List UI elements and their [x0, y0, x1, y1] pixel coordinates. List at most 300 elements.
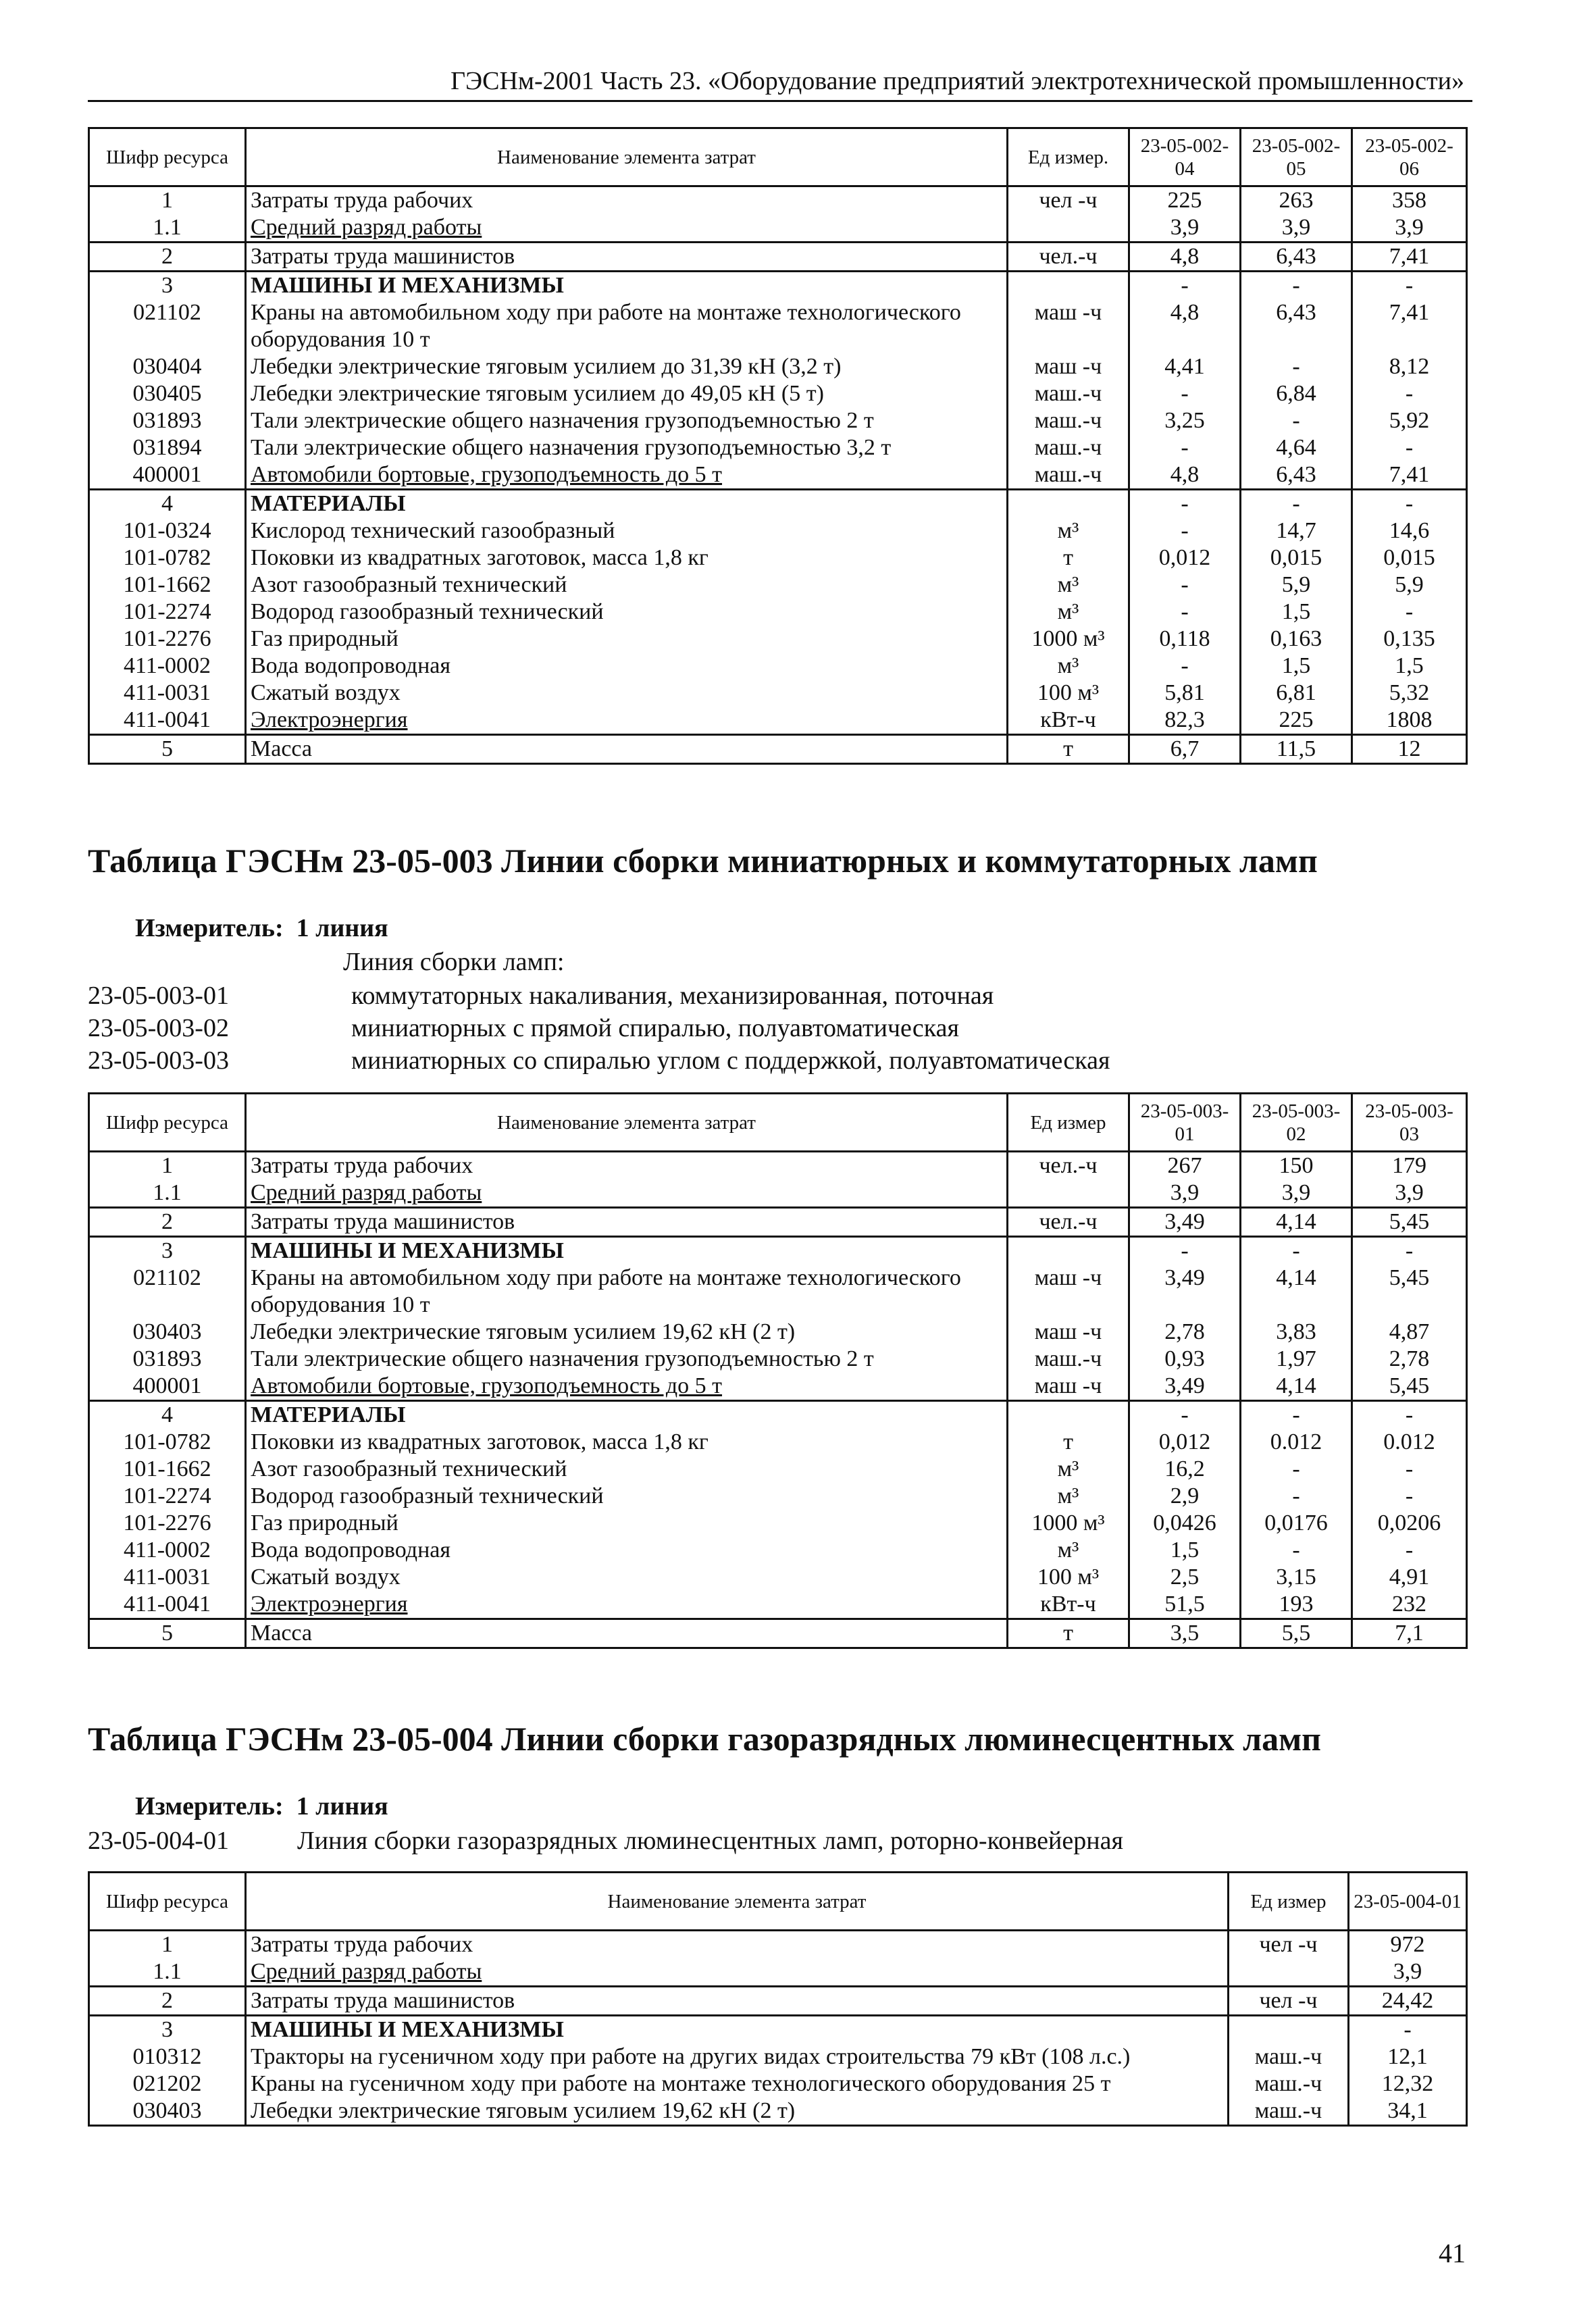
value-cell: 150	[1241, 1152, 1352, 1180]
value-cell: 3,9	[1241, 214, 1352, 243]
value-cell: -	[1352, 490, 1467, 518]
table-row	[89, 272, 1467, 300]
table-row	[89, 517, 1467, 544]
table-row	[89, 1619, 1467, 1648]
cost-element-name-cell	[246, 1237, 1008, 1265]
cost-element-name-cell	[246, 680, 1008, 707]
table-row	[89, 353, 1467, 380]
value-cell: -	[1352, 1483, 1467, 1510]
value-cell: 5,45	[1352, 1373, 1467, 1401]
cost-element-name-cell	[246, 186, 1008, 215]
col-header-variant: 23-05-002-06	[1352, 128, 1467, 186]
value-cell: 0,0206	[1352, 1510, 1467, 1537]
value-cell: 34,1	[1349, 2098, 1467, 2126]
value-cell: 193	[1241, 1591, 1352, 1619]
resource-code-cell: 2	[89, 1987, 246, 2016]
value-cell: -	[1349, 2016, 1467, 2044]
value-cell: 2,5	[1129, 1564, 1241, 1591]
value-cell: 6,84	[1241, 380, 1352, 407]
unit-cell: маш -ч	[1008, 1265, 1129, 1319]
resource-code-cell: 031894	[89, 434, 246, 461]
variant-line	[88, 1013, 959, 1043]
resource-code-cell: 411-0041	[89, 1591, 246, 1619]
table-row	[89, 490, 1467, 518]
cost-element-text: Затраты труда машинистов	[251, 1988, 515, 2013]
value-cell: 6,7	[1129, 735, 1241, 764]
variant-code: 23-05-003-02	[88, 1014, 229, 1042]
unit-cell: м³	[1008, 571, 1129, 599]
value-cell: -	[1241, 1237, 1352, 1265]
resource-code-cell: 021102	[89, 299, 246, 353]
cost-element-text: Средний разряд работы	[251, 215, 482, 240]
value-cell: 24,42	[1349, 1987, 1467, 2016]
cost-element-name-cell	[246, 272, 1008, 300]
resource-code-cell: 030403	[89, 1319, 246, 1346]
table-row	[89, 626, 1467, 653]
value-cell: -	[1129, 490, 1241, 518]
cost-element-name-cell	[246, 1152, 1008, 1180]
table-row	[89, 1958, 1467, 1987]
value-cell: -	[1352, 272, 1467, 300]
resource-code-cell: 030405	[89, 380, 246, 407]
cost-element-text: Вода водопроводная	[251, 1537, 451, 1562]
resource-code-cell: 3	[89, 1237, 246, 1265]
value-cell: 3,9	[1129, 1179, 1241, 1208]
value-cell: -	[1129, 571, 1241, 599]
value-cell: 3,9	[1349, 1958, 1467, 1987]
table-title-23-05-003: Таблица ГЭСНм 23-05-003 Линии сборки миниатюрных и коммутаторных ламп	[88, 842, 1318, 880]
table-row	[89, 2070, 1467, 2098]
cost-element-text: Автомобили бортовые, грузоподъемность до 5 т	[251, 1373, 723, 1398]
col-header-variant: 23-05-003-02	[1241, 1094, 1352, 1152]
value-cell: 225	[1241, 707, 1352, 735]
value-cell: 14,6	[1352, 517, 1467, 544]
resource-code-cell: 030403	[89, 2098, 246, 2126]
col-header-variant: 23-05-002-05	[1241, 128, 1352, 186]
cost-element-name-cell	[246, 1208, 1008, 1237]
unit-cell: маш.-ч	[1229, 2070, 1349, 2098]
unit-cell: т	[1008, 735, 1129, 764]
value-cell: 7,41	[1352, 299, 1467, 353]
cost-element-text: Сжатый воздух	[251, 680, 401, 705]
cost-element-name-cell	[246, 214, 1008, 243]
value-cell: 5,9	[1241, 571, 1352, 599]
cost-element-name-cell	[246, 1483, 1008, 1510]
cost-element-text: Тали электрические общего назначения грузоподъемностью 3,2 т	[251, 435, 892, 460]
norm-table-23-05-002	[88, 127, 1468, 765]
table-row	[89, 1987, 1467, 2016]
unit-cell	[1008, 272, 1129, 300]
unit-cell	[1229, 1958, 1349, 1987]
value-cell: 4,41	[1129, 353, 1241, 380]
value-cell: 5,92	[1352, 407, 1467, 434]
table-row	[89, 571, 1467, 599]
col-header-variant: 23-05-002-04	[1129, 128, 1241, 186]
table-row	[89, 380, 1467, 407]
cost-element-text: Затраты труда машинистов	[251, 1209, 515, 1234]
value-cell: 3,49	[1129, 1265, 1241, 1319]
resource-code-cell: 031893	[89, 1346, 246, 1373]
value-cell: 2,78	[1129, 1319, 1241, 1346]
resource-code-cell: 3	[89, 2016, 246, 2044]
table-row	[89, 544, 1467, 571]
variant-group-label: Линия сборки ламп:	[343, 948, 565, 976]
cost-element-name-cell	[246, 626, 1008, 653]
unit-cell: т	[1008, 1429, 1129, 1456]
resource-code-cell: 2	[89, 243, 246, 272]
value-cell: 0,93	[1129, 1346, 1241, 1373]
value-cell: 972	[1349, 1931, 1467, 1959]
resource-code-cell: 400001	[89, 1373, 246, 1401]
variant-text: коммутаторных накаливания, механизированная, поточная	[351, 982, 994, 1010]
resource-code-cell: 101-2274	[89, 1483, 246, 1510]
cost-element-name-cell	[246, 1401, 1008, 1429]
value-cell: -	[1241, 1456, 1352, 1483]
unit-cell	[1008, 1401, 1129, 1429]
value-cell: 14,7	[1241, 517, 1352, 544]
measure-value: 1 линия	[296, 914, 388, 942]
cost-element-text: Лебедки электрические тяговым усилием до 31,39 кН (3,2 т)	[251, 354, 842, 379]
value-cell: 3,25	[1129, 407, 1241, 434]
resource-code-cell: 010312	[89, 2043, 246, 2070]
cost-element-text: Лебедки электрические тяговым усилием 19,62 кН (2 т)	[251, 2098, 796, 2123]
resource-code-cell: 1.1	[89, 1958, 246, 1987]
value-cell: 0,012	[1129, 1429, 1241, 1456]
value-cell: 0,118	[1129, 626, 1241, 653]
value-cell: -	[1129, 517, 1241, 544]
resource-code-cell: 101-0782	[89, 544, 246, 571]
cost-element-text: Краны на автомобильном ходу при работе на монтаже технологического оборудования 10 т	[251, 300, 961, 352]
resource-code-cell: 1	[89, 1931, 246, 1959]
table-row	[89, 1564, 1467, 1591]
value-cell: 4,91	[1352, 1564, 1467, 1591]
resource-code-cell: 101-2276	[89, 626, 246, 653]
table-row	[89, 1537, 1467, 1564]
col-header-variant: 23-05-003-03	[1352, 1094, 1467, 1152]
resource-code-cell: 3	[89, 272, 246, 300]
unit-cell: маш.-ч	[1229, 2043, 1349, 2070]
value-cell: -	[1241, 407, 1352, 434]
unit-cell: 100 м³	[1008, 1564, 1129, 1591]
value-cell: 0.012	[1241, 1429, 1352, 1456]
measure-label: Измеритель:	[135, 914, 284, 942]
cost-element-text: Водород газообразный технический	[251, 1483, 604, 1508]
table-row	[89, 407, 1467, 434]
value-cell: 0,135	[1352, 626, 1467, 653]
table-row	[89, 214, 1467, 243]
value-cell: 6,81	[1241, 680, 1352, 707]
cost-element-text: МАШИНЫ И МЕХАНИЗМЫ	[251, 2017, 564, 2042]
value-cell: 7,41	[1352, 243, 1467, 272]
cost-element-name-cell	[246, 490, 1008, 518]
col-header-name: Наименование элемента затрат	[246, 1873, 1229, 1931]
unit-cell: т	[1008, 1619, 1129, 1648]
unit-cell	[1008, 214, 1129, 243]
cost-element-name-cell	[246, 1564, 1008, 1591]
cost-element-text: Газ природный	[251, 1510, 398, 1535]
value-cell: 12	[1352, 735, 1467, 764]
variant-code: 23-05-004-01	[88, 1827, 229, 1855]
value-cell: 7,1	[1352, 1619, 1467, 1648]
unit-cell: маш.-ч	[1008, 1346, 1129, 1373]
cost-element-name-cell	[246, 1265, 1008, 1319]
value-cell: -	[1352, 434, 1467, 461]
value-cell: 1,5	[1241, 653, 1352, 680]
cost-element-text: МАШИНЫ И МЕХАНИЗМЫ	[251, 1238, 564, 1263]
table-row	[89, 2043, 1467, 2070]
cost-element-text: МАШИНЫ И МЕХАНИЗМЫ	[251, 273, 564, 298]
col-header-variant: 23-05-004-01	[1349, 1873, 1467, 1931]
unit-cell	[1229, 2016, 1349, 2044]
value-cell: 1808	[1352, 707, 1467, 735]
col-header-variant: 23-05-003-01	[1129, 1094, 1241, 1152]
cost-element-name-cell	[246, 735, 1008, 764]
col-header-unit: Ед измер	[1229, 1873, 1349, 1931]
cost-element-name-cell	[246, 299, 1008, 353]
resource-code-cell: 2	[89, 1208, 246, 1237]
value-cell: -	[1129, 653, 1241, 680]
table-row	[89, 1591, 1467, 1619]
value-cell: 4,87	[1352, 1319, 1467, 1346]
unit-cell: чел -ч	[1229, 1931, 1349, 1959]
page-number: 41	[1439, 2238, 1466, 2268]
value-cell: 0,015	[1241, 544, 1352, 571]
value-cell: 4,8	[1129, 461, 1241, 490]
value-cell: 263	[1241, 186, 1352, 215]
value-cell: 3,9	[1352, 214, 1467, 243]
unit-cell: маш -ч	[1008, 299, 1129, 353]
variant-line	[88, 1826, 1123, 1856]
unit-cell: чел -ч	[1229, 1987, 1349, 2016]
cost-element-text: Кислород технический газообразный	[251, 518, 615, 543]
table-row	[89, 653, 1467, 680]
col-header-code: Шифр ресурса	[89, 1094, 246, 1152]
table-row	[89, 461, 1467, 490]
cost-element-text: Электроэнергия	[251, 707, 408, 732]
variant-line	[88, 1046, 1110, 1075]
cost-element-text: Затраты труда рабочих	[251, 188, 473, 213]
variant-code: 23-05-003-01	[88, 982, 229, 1010]
variant-text: миниатюрных с прямой спиралью, полуавтоматическая	[351, 1014, 959, 1042]
cost-element-name-cell	[246, 1958, 1229, 1987]
value-cell: 1,5	[1241, 599, 1352, 626]
table-row	[89, 599, 1467, 626]
col-header-name: Наименование элемента затрат	[246, 1094, 1008, 1152]
cost-element-name-cell	[246, 2016, 1229, 2044]
unit-cell: маш -ч	[1008, 1373, 1129, 1401]
resource-code-cell: 031893	[89, 407, 246, 434]
resource-code-cell: 101-1662	[89, 1456, 246, 1483]
resource-code-cell: 1.1	[89, 1179, 246, 1208]
value-cell: 2,9	[1129, 1483, 1241, 1510]
unit-cell: маш.-ч	[1008, 434, 1129, 461]
resource-code-cell: 411-0002	[89, 653, 246, 680]
resource-code-cell: 1	[89, 1152, 246, 1180]
value-cell: 4,8	[1129, 299, 1241, 353]
cost-element-name-cell	[246, 599, 1008, 626]
value-cell: 4,14	[1241, 1373, 1352, 1401]
norm-table-23-05-004	[88, 1871, 1468, 2127]
table-row	[89, 707, 1467, 735]
value-cell: 5,5	[1241, 1619, 1352, 1648]
value-cell: 358	[1352, 186, 1467, 215]
value-cell: 3,49	[1129, 1208, 1241, 1237]
value-cell: 1,5	[1129, 1537, 1241, 1564]
cost-element-text: Лебедки электрические тяговым усилием до 49,05 кН (5 т)	[251, 381, 824, 406]
cost-element-name-cell	[246, 243, 1008, 272]
value-cell: 0,012	[1129, 544, 1241, 571]
variant-text: миниатюрных со спиралью углом с поддержкой, полуавтоматическая	[351, 1046, 1110, 1075]
resource-code-cell: 101-2276	[89, 1510, 246, 1537]
measure-label: Измеритель:	[135, 1792, 284, 1821]
unit-cell: маш -ч	[1008, 353, 1129, 380]
value-cell: 179	[1352, 1152, 1467, 1180]
variant-text: Линия сборки газоразрядных люминесцентных ламп, роторно-конвейерная	[297, 1827, 1123, 1855]
table-row	[89, 186, 1467, 215]
measure-value: 1 линия	[296, 1792, 388, 1821]
value-cell: 12,1	[1349, 2043, 1467, 2070]
value-cell: -	[1352, 380, 1467, 407]
cost-element-text: Поковки из квадратных заготовок, масса 1,8 кг	[251, 545, 709, 570]
resource-code-cell: 021102	[89, 1265, 246, 1319]
value-cell: 3,15	[1241, 1564, 1352, 1591]
cost-element-name-cell	[246, 461, 1008, 490]
cost-element-text: Лебедки электрические тяговым усилием 19,62 кН (2 т)	[251, 1319, 796, 1344]
variant-line	[88, 981, 994, 1011]
cost-element-name-cell	[246, 517, 1008, 544]
cost-element-name-cell	[246, 1510, 1008, 1537]
value-cell: 0,015	[1352, 544, 1467, 571]
cost-element-text: Затраты труда рабочих	[251, 1153, 473, 1178]
value-cell: 5,45	[1352, 1208, 1467, 1237]
value-cell: 0,163	[1241, 626, 1352, 653]
resource-code-cell: 1.1	[89, 214, 246, 243]
value-cell: 1,5	[1352, 653, 1467, 680]
unit-cell: маш.-ч	[1008, 407, 1129, 434]
resource-code-cell: 021202	[89, 2070, 246, 2098]
unit-cell: чел.-ч	[1008, 1208, 1129, 1237]
table-row	[89, 1931, 1467, 1959]
value-cell: -	[1241, 1401, 1352, 1429]
value-cell: 0,0176	[1241, 1510, 1352, 1537]
unit-cell	[1008, 490, 1129, 518]
unit-cell: маш -ч	[1008, 1319, 1129, 1346]
resource-code-cell: 411-0041	[89, 707, 246, 735]
cost-element-name-cell	[246, 1591, 1008, 1619]
cost-element-name-cell	[246, 2098, 1229, 2126]
table-row	[89, 243, 1467, 272]
cost-element-name-cell	[246, 571, 1008, 599]
table-row	[89, 1483, 1467, 1510]
value-cell: 0,0426	[1129, 1510, 1241, 1537]
value-cell: 4,8	[1129, 243, 1241, 272]
resource-code-cell: 400001	[89, 461, 246, 490]
variant-code: 23-05-003-03	[88, 1046, 229, 1075]
value-cell: 6,43	[1241, 299, 1352, 353]
col-header-code: Шифр ресурса	[89, 1873, 246, 1931]
value-cell: 16,2	[1129, 1456, 1241, 1483]
cost-element-text: Поковки из квадратных заготовок, масса 1,8 кг	[251, 1429, 709, 1454]
resource-code-cell: 101-0782	[89, 1429, 246, 1456]
cost-element-text: Сжатый воздух	[251, 1565, 401, 1590]
value-cell: -	[1129, 599, 1241, 626]
resource-code-cell: 5	[89, 735, 246, 764]
cost-element-name-cell	[246, 2070, 1229, 2098]
table-row	[89, 680, 1467, 707]
cost-element-text: Затраты труда рабочих	[251, 1932, 473, 1957]
cost-element-text: Газ природный	[251, 626, 398, 651]
cost-element-name-cell	[246, 544, 1008, 571]
unit-cell: маш.-ч	[1229, 2098, 1349, 2126]
unit-cell: м³	[1008, 1456, 1129, 1483]
resource-code-cell: 1	[89, 186, 246, 215]
unit-cell: маш.-ч	[1008, 461, 1129, 490]
cost-element-text: Водород газообразный технический	[251, 599, 604, 624]
unit-cell	[1008, 1179, 1129, 1208]
table-row	[89, 434, 1467, 461]
cost-element-text: Средний разряд работы	[251, 1959, 482, 1984]
cost-element-name-cell	[246, 1373, 1008, 1401]
table-row	[89, 1179, 1467, 1208]
table-title-23-05-004: Таблица ГЭСНм 23-05-004 Линии сборки газоразрядных люминесцентных ламп	[88, 1720, 1321, 1758]
value-cell: -	[1241, 272, 1352, 300]
value-cell: 51,5	[1129, 1591, 1241, 1619]
resource-code-cell: 5	[89, 1619, 246, 1648]
resource-code-cell: 4	[89, 490, 246, 518]
value-cell: 1,97	[1241, 1346, 1352, 1373]
unit-cell: чел -ч	[1008, 186, 1129, 215]
table-row	[89, 1319, 1467, 1346]
unit-cell: 1000 м³	[1008, 1510, 1129, 1537]
value-cell: 7,41	[1352, 461, 1467, 490]
value-cell: 8,12	[1352, 353, 1467, 380]
value-cell: -	[1241, 1483, 1352, 1510]
table-row	[89, 1429, 1467, 1456]
cost-element-name-cell	[246, 1537, 1008, 1564]
table-row	[89, 1456, 1467, 1483]
cost-element-text: Масса	[251, 736, 313, 761]
cost-element-text: Краны на автомобильном ходу при работе на монтаже технологического оборудования 10 т	[251, 1265, 961, 1317]
unit-cell: кВт-ч	[1008, 1591, 1129, 1619]
measure-line	[135, 913, 388, 943]
value-cell: 4,14	[1241, 1208, 1352, 1237]
cost-element-name-cell	[246, 2043, 1229, 2070]
table-row	[89, 1208, 1467, 1237]
value-cell: 0.012	[1352, 1429, 1467, 1456]
value-cell: 3,83	[1241, 1319, 1352, 1346]
table-row	[89, 1237, 1467, 1265]
value-cell: 4,14	[1241, 1265, 1352, 1319]
cost-element-name-cell	[246, 1346, 1008, 1373]
value-cell: 6,43	[1241, 461, 1352, 490]
col-header-code: Шифр ресурса	[89, 128, 246, 186]
value-cell: -	[1352, 1237, 1467, 1265]
unit-cell: 1000 м³	[1008, 626, 1129, 653]
cost-element-text: Тракторы на гусеничном ходу при работе на других видах строительства 79 кВт (108 л.с.)	[251, 2044, 1131, 2069]
table-row	[89, 735, 1467, 764]
resource-code-cell: 030404	[89, 353, 246, 380]
value-cell: -	[1129, 272, 1241, 300]
value-cell: -	[1129, 1401, 1241, 1429]
page-header: ГЭСНм-2001 Часть 23. «Оборудование предприятий электротехнической промышленности»	[88, 66, 1472, 102]
value-cell: 5,45	[1352, 1265, 1467, 1319]
col-header-unit: Ед измер	[1008, 1094, 1129, 1152]
value-cell: 5,9	[1352, 571, 1467, 599]
value-cell: -	[1352, 1537, 1467, 1564]
cost-element-name-cell	[246, 380, 1008, 407]
cost-element-text: МАТЕРИАЛЫ	[251, 491, 406, 516]
value-cell: -	[1241, 1537, 1352, 1564]
